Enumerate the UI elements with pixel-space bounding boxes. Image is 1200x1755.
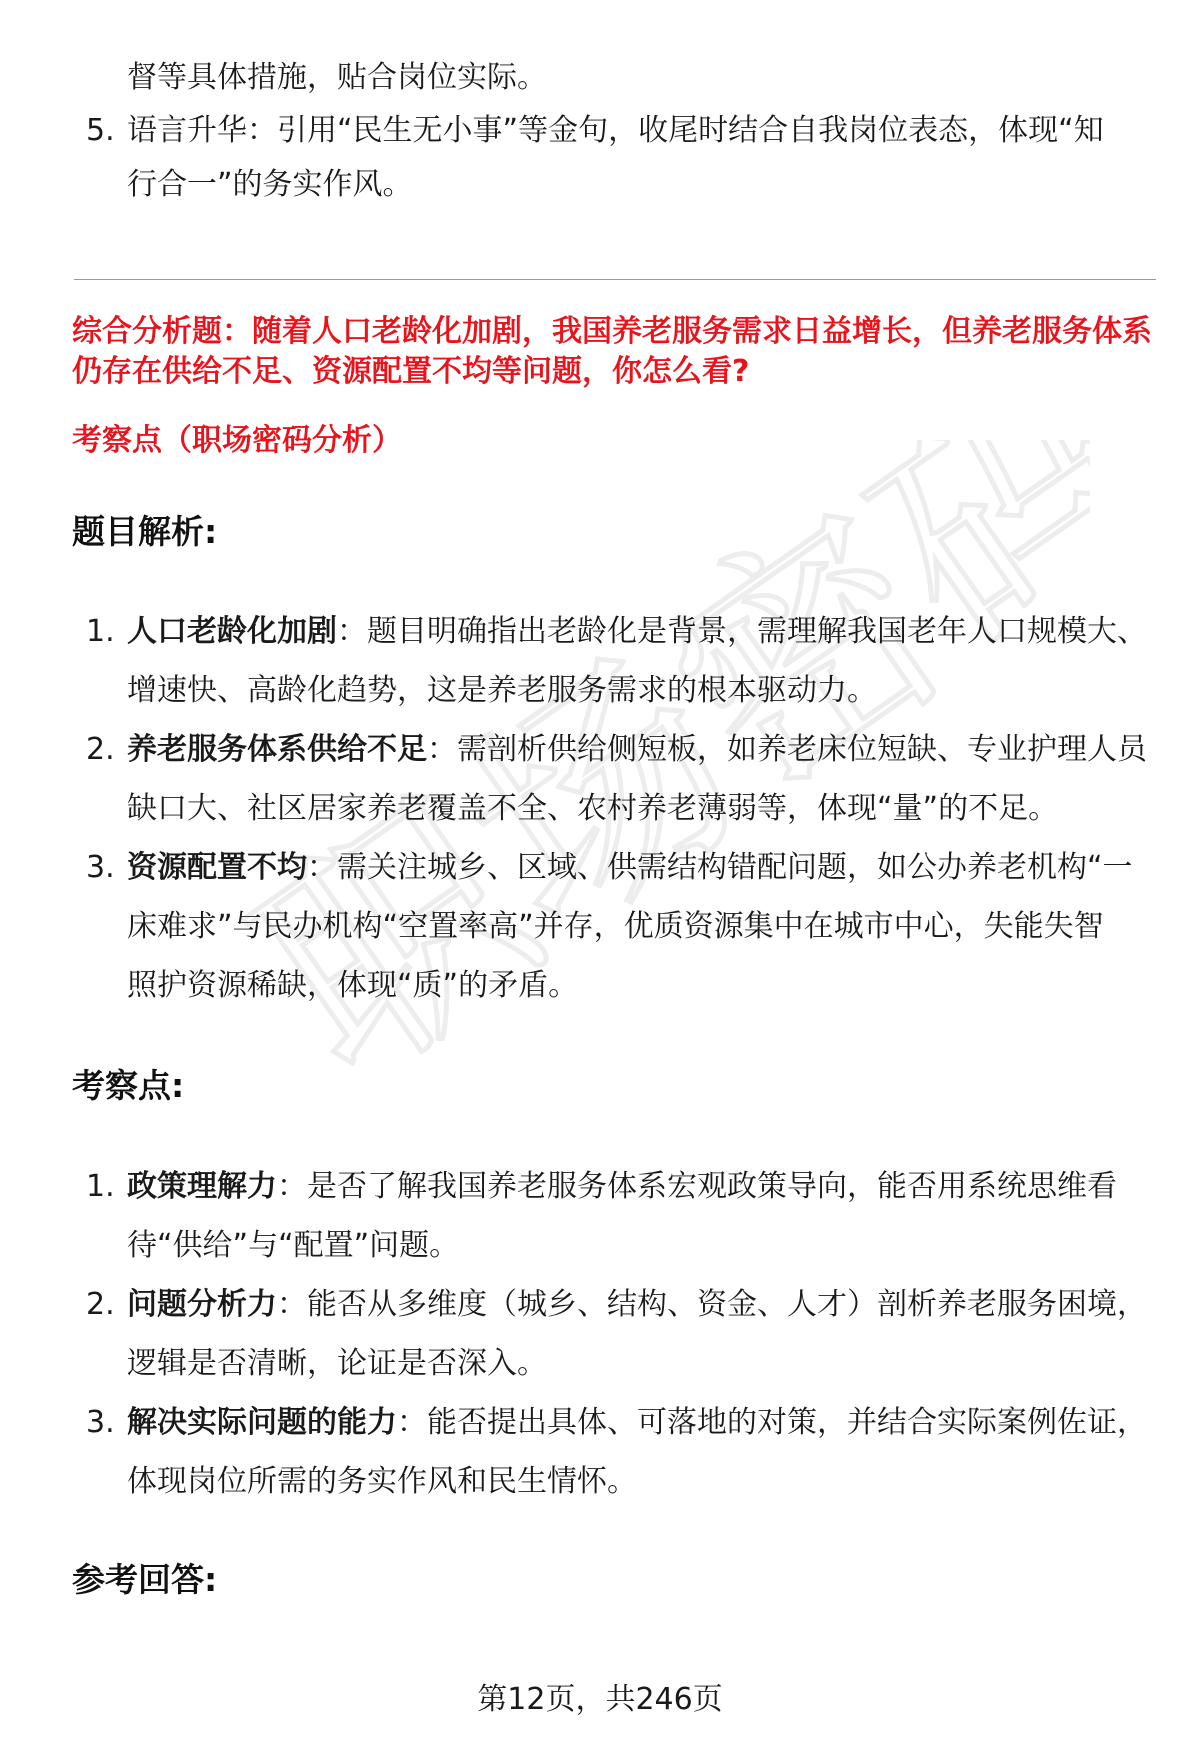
list-item-number: 2. bbox=[86, 732, 115, 767]
list-item-body: ：能否提出具体、可落地的对策，并结合实际案例佐证， bbox=[397, 1405, 1147, 1440]
list-item-text bbox=[127, 1405, 1200, 1441]
list-item-body: ：题目明确指出老龄化是背景，需理解我国老年人口规模大、 bbox=[337, 614, 1147, 649]
list-item-keyword: 养老服务体系供给不足 bbox=[127, 732, 427, 767]
list-item-keyword: 问题分析力 bbox=[127, 1287, 277, 1322]
watermark-text: 职场密码 bbox=[211, 440, 1090, 1131]
list-item-keyword: 政策理解力 bbox=[127, 1169, 277, 1204]
list-item-number: 1. bbox=[86, 1169, 115, 1204]
list-item-text bbox=[127, 614, 1200, 650]
list-item-number: 2. bbox=[86, 1287, 115, 1322]
list-item-number: 1. bbox=[86, 614, 115, 649]
list-item-body: ：是否了解我国养老服务体系宏观政策导向，能否用系统思维看 bbox=[277, 1169, 1117, 1204]
intro-continuation-line: 督等具体措施，贴合岗位实际。 bbox=[127, 60, 547, 95]
list-item-body: ：能否从多维度（城乡、结构、资金、人才）剖析养老服务困境， bbox=[277, 1287, 1147, 1322]
list-item-text: 增速快、高龄化趋势，这是养老服务需求的根本驱动力。 bbox=[127, 673, 877, 708]
section-heading-analysis: 题目解析: bbox=[72, 512, 218, 551]
section-heading-points: 考察点: bbox=[72, 1066, 185, 1105]
list-item-text bbox=[127, 1287, 1200, 1323]
list-item-text: 行合一”的务实作风。 bbox=[127, 167, 413, 202]
list-item-text bbox=[127, 732, 1200, 768]
list-item-body: ：需剖析供给侧短板，如养老床位短缺、专业护理人员 bbox=[427, 732, 1147, 767]
list-item-text: 语言升华：引用“民生无小事”等金句，收尾时结合自我岗位表态，体现“知 bbox=[127, 113, 1104, 148]
section-heading-answer: 参考回答: bbox=[72, 1560, 218, 1599]
list-item-number: 5. bbox=[86, 113, 115, 148]
list-item-text: 缺口大、社区居家养老覆盖不全、农村养老薄弱等，体现“量”的不足。 bbox=[127, 791, 1059, 826]
list-item-keyword: 人口老龄化加剧 bbox=[127, 614, 337, 649]
list-item-text: 照护资源稀缺，体现“质”的矛盾。 bbox=[127, 968, 579, 1003]
question-title-line: 仍存在供给不足、资源配置不均等问题，你怎么看? bbox=[72, 354, 750, 389]
question-point-label: 考察点（职场密码分析） bbox=[72, 423, 402, 458]
list-item-text: 待“供给”与“配置”问题。 bbox=[127, 1228, 460, 1263]
list-item-text bbox=[127, 850, 1200, 886]
section-divider bbox=[74, 279, 1156, 280]
question-title-line: 综合分析题：随着人口老龄化加剧，我国养老服务需求日益增长，但养老服务体系 bbox=[72, 314, 1152, 349]
list-item-body: ：需关注城乡、区域、供需结构错配问题，如公办养老机构“一 bbox=[307, 850, 1133, 885]
list-item-text: 逻辑是否清晰，论证是否深入。 bbox=[127, 1346, 547, 1381]
list-item-text: 体现岗位所需的务实作风和民生情怀。 bbox=[127, 1464, 637, 1499]
list-item-keyword: 资源配置不均 bbox=[127, 850, 307, 885]
page-number: 第12页，共246页 bbox=[477, 1682, 723, 1717]
list-item-number: 3. bbox=[86, 1405, 115, 1440]
list-item-number: 3. bbox=[86, 850, 115, 885]
list-item-keyword: 解决实际问题的能力 bbox=[127, 1405, 397, 1440]
list-item-text bbox=[127, 1169, 1200, 1205]
list-item-text: 床难求”与民办机构“空置率高”并存，优质资源集中在城市中心，失能失智 bbox=[127, 909, 1104, 944]
